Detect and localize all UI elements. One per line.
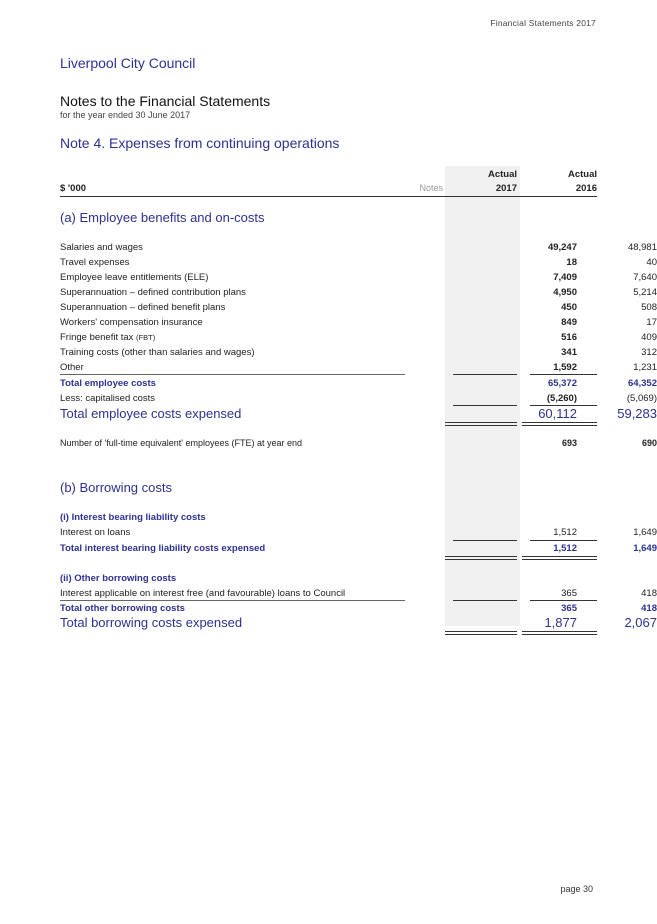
table-row: Travel expenses 18 40: [60, 257, 657, 268]
double-rule: [445, 631, 517, 635]
subtotal-rule: [453, 374, 517, 375]
notes-subtitle: for the year ended 30 June 2017: [60, 110, 191, 120]
fte-row: Number of 'full-time equivalent' employees (FTE) at year end 693 690: [60, 438, 657, 448]
total-row: Total employee costs 65,372 64,352: [60, 378, 657, 389]
double-rule: [445, 556, 517, 560]
subsection-title: (ii) Other borrowing costs: [60, 573, 177, 584]
total-row: Total interest bearing liability costs expensed 1,512 1,649: [60, 543, 657, 554]
subsection-title: (i) Interest bearing liability costs: [60, 512, 206, 523]
table-row: Other 1,592 1,231: [60, 362, 657, 373]
table-row: Superannuation – defined benefit plans 450 508: [60, 302, 657, 313]
note-title: Note 4. Expenses from continuing operations: [60, 135, 340, 151]
notes-title: Notes to the Financial Statements: [60, 93, 271, 109]
row-divider: [60, 600, 405, 601]
col-2017-header-line2: 2017: [495, 183, 517, 194]
table-row: Employee leave entitlements (ELE) 7,409 7,640: [60, 272, 657, 283]
subtotal-rule: [530, 600, 597, 601]
document-header: Financial Statements 2017: [490, 18, 596, 28]
subtotal-rule: [530, 374, 597, 375]
subtotal-rule: [530, 540, 597, 541]
table-row: Workers' compensation insurance 849 17: [60, 317, 657, 328]
col-2017-header-line1: Actual: [487, 169, 517, 180]
double-rule: [522, 631, 597, 635]
table-row: Interest applicable on interest free (and favourable) loans to Council 365 418: [60, 588, 657, 599]
section-b-title: (b) Borrowing costs: [60, 480, 172, 495]
subtotal-rule: [453, 600, 517, 601]
subtotal-rule: [453, 540, 517, 541]
double-rule: [522, 422, 597, 426]
table-row: Interest on loans 1,512 1,649: [60, 527, 657, 538]
notes-column-header: Notes: [419, 183, 443, 193]
table-row: Training costs (other than salaries and wages) 341 312: [60, 347, 657, 358]
grand-total-row: Total employee costs expensed 60,112 59,283: [60, 406, 657, 421]
double-rule: [445, 422, 517, 426]
table-row: Superannuation – defined contribution plans 4,950 5,214: [60, 287, 657, 298]
page-number: page 30: [560, 884, 593, 894]
col-2016-header-line2: 2016: [575, 183, 597, 194]
organisation-name: Liverpool City Council: [60, 55, 196, 71]
unit-label: $ '000: [60, 183, 87, 194]
col-2016-header-line1: Actual: [567, 169, 597, 180]
table-row: Salaries and wages 49,247 48,981: [60, 242, 657, 253]
total-row: Total other borrowing costs 365 418: [60, 603, 657, 614]
table-row: Less: capitalised costs (5,260) (5,069): [60, 393, 657, 404]
header-divider: [60, 196, 597, 197]
section-a-title: (a) Employee benefits and on-costs: [60, 210, 265, 225]
row-divider: [60, 374, 405, 375]
double-rule: [522, 556, 597, 560]
table-row: Fringe benefit tax (FBT) 516 409: [60, 332, 657, 343]
grand-total-row: Total borrowing costs expensed 1,877 2,067: [60, 615, 657, 630]
